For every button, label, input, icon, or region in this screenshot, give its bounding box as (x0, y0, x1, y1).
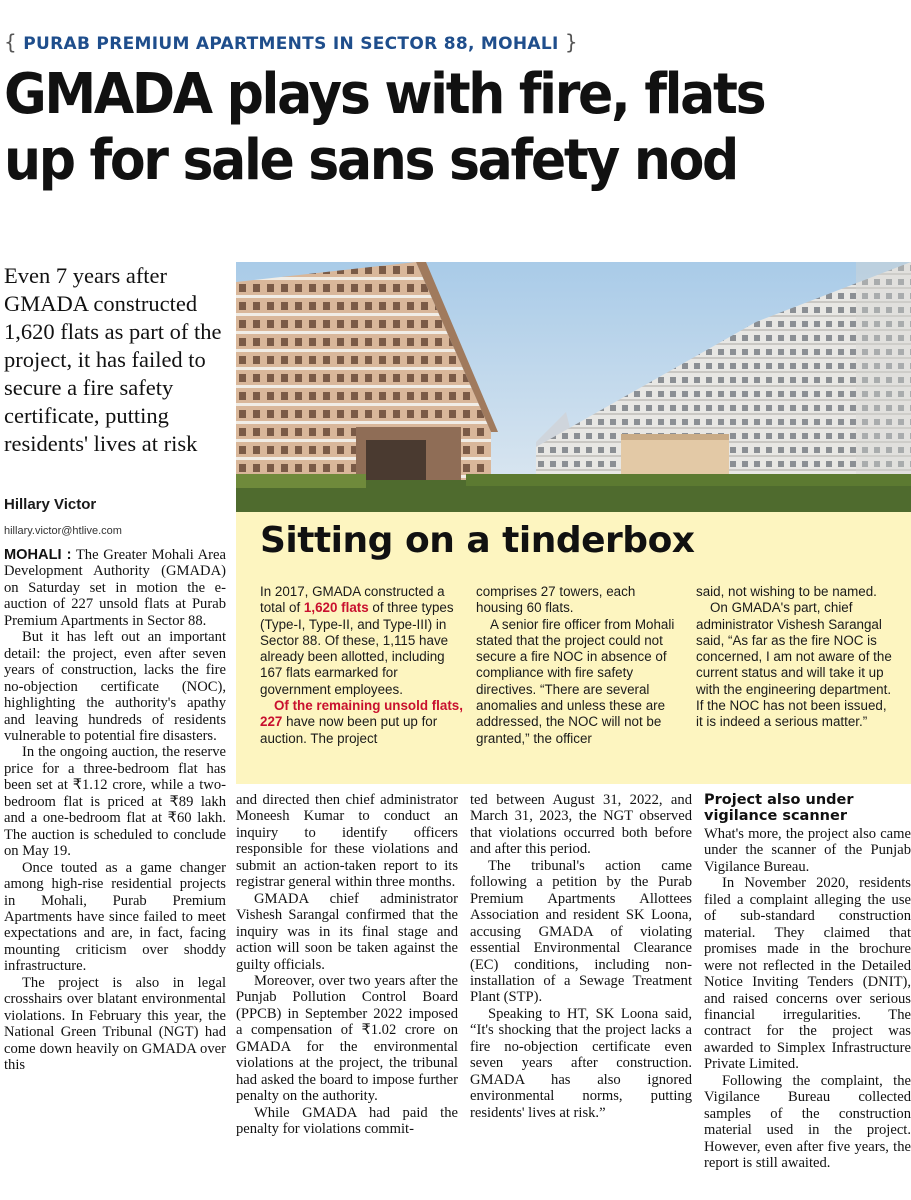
article-paragraph: The tribunal's action came following a petition by the Purab Premium Apartments Allottees Association and resident SK Loona, accusing GMADA of violating essential Environmental Clearance (EC) conditions, including non-installation of a Sewage Treatment Plant (STP). (470, 857, 692, 1006)
info-text: of three types (Type-I, Type-II, and Type-III) in Sector 88. Of these, 1,115 have already been allotted, including 167 flats earmarked for government employees. (260, 600, 454, 697)
byline-author: Hillary Victor (4, 496, 97, 513)
info-box (236, 512, 911, 784)
article-paragraph: In the ongoing auction, the reserve price for a three-bedroom flat has been set at ₹1.12 crore, while a two-bedroom flat is priced at ₹89 lakh and a one-bedroom flat at ₹60 lakh. The auction is scheduled to conclude on May 19. (4, 744, 226, 860)
kicker-close-brace: } (564, 30, 578, 54)
info-box-title: Sitting on a tinderbox (260, 520, 695, 561)
article-text: The Greater Mohali Area Development Authority (GMADA) on Saturday set in motion the e-auction of 227 unsold flats at Purab Premium Apartments in Sector 88. (4, 547, 226, 629)
article-paragraph: and directed then chief administrator Moneesh Kumar to conduct an inquiry to identify officers responsible for these violations and submit an action-taken report to its registrar general within three months. (236, 792, 458, 891)
kicker-text: PURAB PREMIUM APARTMENTS IN SECTOR 88, MOHALI (23, 34, 559, 54)
article-paragraph (4, 547, 226, 629)
info-box-paragraph: On GMADA's part, chief administrator Vishesh Sarangal said, “As far as the fire NOC is concerned, I am not aware of the current status and will take it up with the engineering department. If the NOC has not been issued, it is indeed a serious matter.” (696, 600, 892, 730)
article-column-3 (470, 792, 692, 1200)
flats-total-highlight: 1,620 flats (303, 600, 369, 616)
article-paragraph: Following the complaint, the Vigilance Bureau collected samples of the construction material used in the project. However, even after five years, the report is still awaited. (704, 1072, 911, 1172)
article-paragraph: The project is also in legal crosshairs over blatant environmental violations. In February this year, the National Green Tribunal (NGT) had come down heavily on GMADA over this (4, 974, 226, 1074)
info-box-column-2 (476, 584, 682, 747)
info-box-paragraph: comprises 27 towers, each housing 60 flats. (476, 584, 636, 616)
subheading: Project also under vigilance scanner (704, 792, 854, 824)
info-box-paragraph: said, not wishing to be named. (696, 584, 877, 599)
info-box-column-1 (260, 584, 466, 747)
info-box-paragraph (260, 584, 466, 698)
unsold-flats-highlight: Of the remaining unsold flats, 227 (260, 698, 463, 730)
article-paragraph: While GMADA had paid the penalty for violations commit- (236, 1104, 458, 1138)
byline-email: hillary.victor@htlive.com (4, 525, 122, 537)
article-paragraph: GMADA chief administrator Vishesh Sarangal confirmed that the inquiry was in its final stage and action will soon be taken against the guilty officials. (236, 890, 458, 973)
info-text: In 2017, GMADA constructed a total of (260, 584, 445, 616)
article-paragraph: But it has left out an important detail: the project, even after seven years of construction, lacks the fire no-objection certificate (NOC), highlighting the authority's apathy and leaving hundreds of residents vulnerable to potential fire disasters. (4, 629, 226, 744)
section-kicker (4, 30, 578, 56)
article-paragraph: Speaking to HT, SK Loona said, “It's shocking that the project lacks a fire no-objection certificate even seven years after construction. GMADA has also ignored environmental norms, putting residents' lives at risk.” (470, 1005, 692, 1121)
article-column-2 (236, 792, 458, 1200)
article-paragraph: In November 2020, residents filed a complaint alleging the use of sub-standard construction material. They claimed that promises made in the brochure were not reflected in the Detailed Notice Inviting Tenders (DNIT), and raised concerns over serious financial irregularities. The contract for the project was awarded to Simplex Infrastructure Private Limited. (704, 875, 911, 1073)
headline-line-1: GMADA plays with fire, flats (4, 62, 765, 127)
article-paragraph: Once touted as a game changer among high-rise residential projects in Mohali, Purab Premium Apartments have since failed to meet expectations and are, in fact, facing mounting criticism over shoddy infrastructure. (4, 859, 226, 975)
dateline: MOHALI : (4, 547, 72, 563)
article-column-4 (704, 792, 911, 1200)
info-box-paragraph: A senior fire officer from Mohali stated that the project could not secure a fire NOC in absence of compliance with fire safety directives. “There are several anomalies and unless these are addressed, the NOC will not be granted,” the officer (476, 616, 675, 746)
standfirst: Even 7 years after GMADA constructed 1,620 flats as part of the project, it has failed to secure a fire safety certificate, putting residents' lives at risk (4, 263, 222, 456)
article-paragraph: ted between August 31, 2022, and March 31, 2023, the NGT observed that violations occurred both before and after this period. (470, 792, 692, 858)
article-paragraph: What's more, the project also came under the scanner of the Punjab Vigilance Bureau. (704, 826, 911, 875)
article-paragraph: Moreover, over two years after the Punjab Pollution Control Board (PPCB) in September 2022 imposed a compensation of ₹1.02 crore on GMADA for the environmental violations at the project, the tribunal had asked the board to impose further penalty on the authority. (236, 972, 458, 1105)
headline (4, 62, 846, 194)
apartment-towers-photo (236, 262, 911, 512)
headline-line-2: up for sale sans safety nod (4, 128, 737, 193)
info-text: have now been put up for auction. The project (260, 714, 438, 746)
info-box-column-3 (696, 584, 896, 731)
info-box-paragraph (260, 698, 466, 747)
kicker-open-brace: { (4, 30, 18, 54)
article-column-1 (4, 547, 226, 1200)
